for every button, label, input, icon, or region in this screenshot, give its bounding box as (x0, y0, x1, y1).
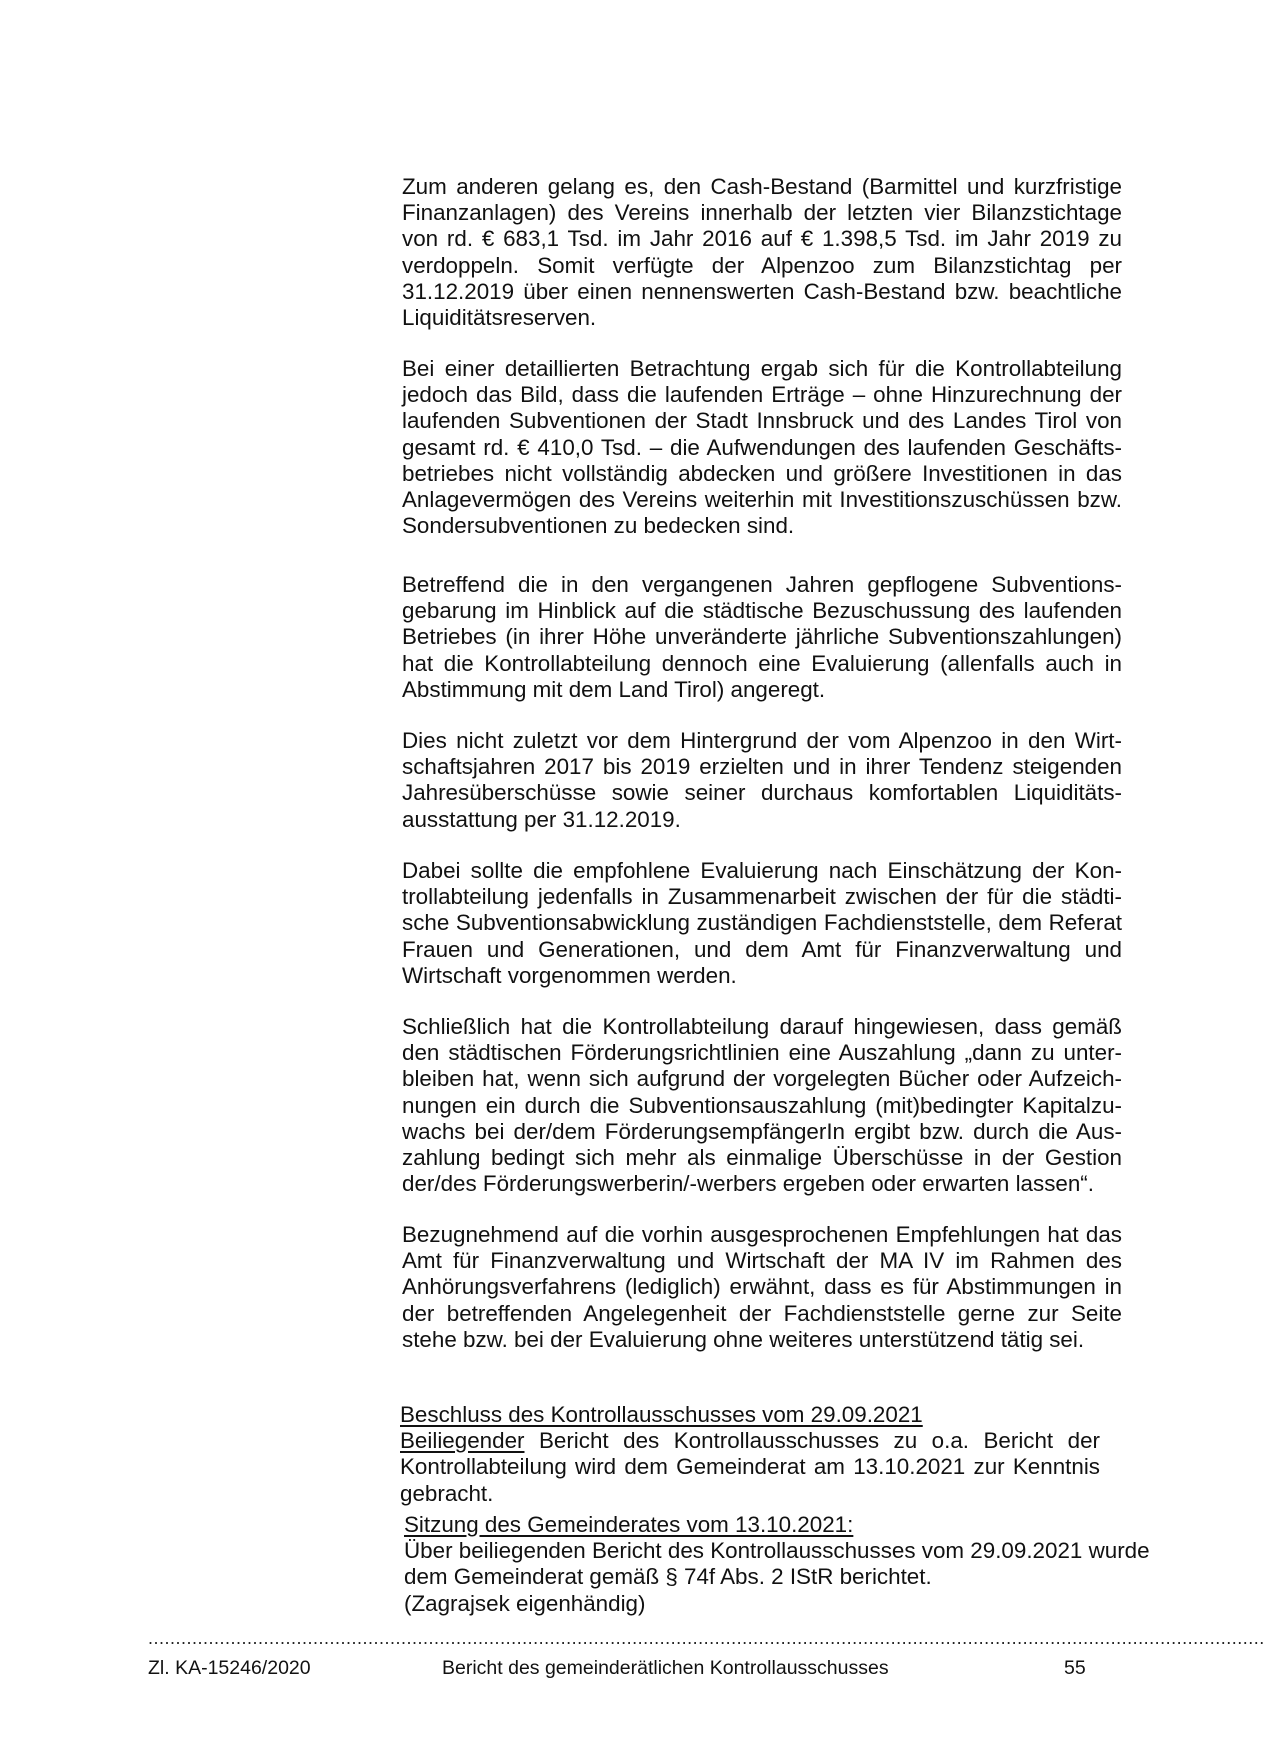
session-line-1: Über beiliegenden Bericht des Kontrollausschusses vom 29.09.2021 wurde (404, 1538, 1150, 1564)
paragraph-background: Dies nicht zuletzt vor dem Hintergrund der vom Alpenzoo in den Wirtschaftsjahren 2017 bis 2019 erzielten und in ihrer Tendenz steigenden Jahresüberschüsse sowie seiner durchaus komfortablen Liquiditätsausstattung per 31.12.2019. (402, 728, 1122, 832)
footer-title: Bericht des gemeinderätlichen Kontrollausschusses (442, 1657, 889, 1679)
paragraph-response: Bezugnehmend auf die vorhin ausgesprochenen Empfehlungen hat das Amt für Finanzverwaltung und Wirtschaft der MA IV im Rahmen des Anhörungsverfahrens (lediglich) erwähnt, dass es für Abstimmungen in der betreffenden Angelegenheit der Fachdienststelle gerne zur Seite stehe bzw. bei der Evaluierung ohne weiteres unterstützend tätig sei. (402, 1222, 1122, 1352)
paragraph-detailed-analysis: Bei einer detaillierten Betrachtung ergab sich für die Kontrollabteilung jedoch das Bild, dass die laufenden Erträge – ohne Hinzurechnung der laufenden Subventionen der Stadt Innsbruck und des Landes Tirol von gesamt rd. € 410,0 Tsd. – die Aufwendungen des laufenden Geschäftsbetriebes nicht vollständig abdecken und größere Investitionen in das Anlagevermögen des Vereins weiterhin mit Investitionszuschüssen bzw. Sondersubventionen zu bedecken sind. (402, 356, 1122, 539)
decision-body: Bericht des Kontrollausschusses zu o.a. Bericht der Kontrollabteilung wird dem Gemeinderat am 13.10.2021 zur Kenntnis gebracht. (400, 1428, 1100, 1506)
footer-dotted-rule: ........................................................................................................................................................................................................... (148, 1628, 1265, 1648)
committee-decision (400, 1402, 1100, 1507)
paragraph-funding-guidelines: Schließlich hat die Kontrollabteilung darauf hingewiesen, dass gemäß den städtischen Förderungsrichtlinien eine Auszahlung „dann zu unterbleiben hat, wenn sich aufgrund der vorgelegten Bücher oder Aufzeichnungen ein durch die Subventionsauszahlung (mit)bedingter Kapitalzuwachs bei der/dem FörderungsempfängerIn ergibt bzw. durch die Auszahlung bedingt sich mehr als einmalige Überschüsse in der Gestion der/des Förderungswerberin/-werbers ergeben oder erwarten lassen“. (402, 1014, 1122, 1197)
paragraph-cooperation: Dabei sollte die empfohlene Evaluierung nach Einschätzung der Kontrollabteilung jedenfalls in Zusammenarbeit zwischen der für die städtische Subventionsabwicklung zuständigen Fachdienststelle, dem Referat Frauen und Generationen, und dem Amt für Finanzverwaltung und Wirtschaft vorgenommen werden. (402, 858, 1122, 988)
paragraph-cash-position: Zum anderen gelang es, den Cash-Bestand (Barmittel und kurzfristige Finanzanlagen) des Vereins innerhalb der letzten vier Bilanzstichtage von rd. € 683,1 Tsd. im Jahr 2016 auf € 1.398,5 Tsd. im Jahr 2019 zu verdoppeln. Somit verfügte der Alpenzoo zum Bilanzstichtag per 31.12.2019 über einen nennenswerten Cash-Bestand bzw. beachtliche Liquiditätsreserven. (402, 174, 1122, 331)
decision-lead-word: Beiliegender (400, 1428, 525, 1454)
session-signature: (Zagrajsek eigenhändig) (404, 1590, 646, 1616)
session-heading: Sitzung des Gemeinderates vom 13.10.2021: (404, 1512, 854, 1537)
footer-reference: Zl. KA-15246/2020 (148, 1657, 311, 1679)
decision-heading: Beschluss des Kontrollausschusses vom 29.09.2021 (400, 1402, 923, 1427)
council-session (404, 1512, 1184, 1617)
page-number: 55 (1064, 1657, 1086, 1679)
decision-text (400, 1428, 1100, 1507)
paragraph-subsidy-evaluation: Betreffend die in den vergangenen Jahren gepflogene Subventionsgebarung im Hinblick auf die städtische Bezuschussung des laufenden Betriebes (in ihrer Höhe unveränderte jährliche Subventionszahlungen) hat die Kontrollabteilung dennoch eine Evaluierung (allenfalls auch in Abstimmung mit dem Land Tirol) angeregt. (402, 572, 1122, 702)
session-line-2: dem Gemeinderat gemäß § 74f Abs. 2 IStR berichtet. (404, 1564, 932, 1590)
